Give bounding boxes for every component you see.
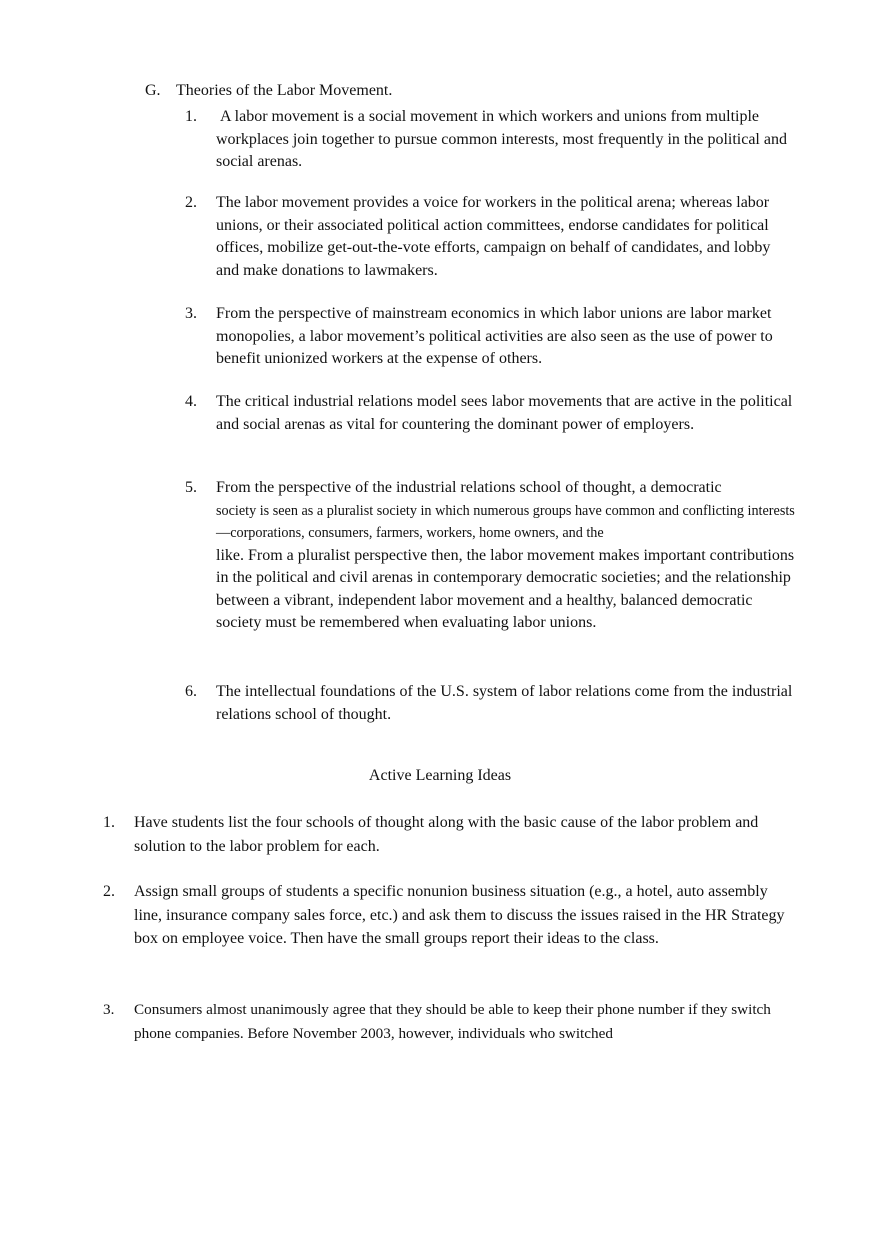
item-number: 1. bbox=[103, 814, 115, 831]
item-text: The labor movement provides a voice for workers in the political arena; whereas labor unions, or their associated political action committees, endorse candidates for political offices, mobilize get-out-the-vote efforts, campaign on behalf of candidates, and lobby and make donations to lawmakers. bbox=[216, 194, 771, 279]
item-number: 2. bbox=[185, 194, 197, 211]
item-text: Have students list the four schools of thought along with the basic cause of the labor problem and solution to the labor problem for each. bbox=[134, 814, 759, 855]
item-number: 3. bbox=[103, 1001, 115, 1018]
theory-item-3 bbox=[185, 303, 795, 371]
item-number: 4. bbox=[185, 393, 197, 410]
idea-item-2 bbox=[103, 880, 793, 951]
item-text: The intellectual foundations of the U.S. system of labor relations come from the industrial relations school of thought. bbox=[216, 683, 793, 723]
item-text: A labor movement is a social movement in which workers and unions from multiple workplaces join together to pursue common interests, most frequently in the political and social arenas. bbox=[216, 108, 787, 170]
item-number: 1. bbox=[185, 108, 197, 125]
theory-item-2 bbox=[185, 192, 795, 282]
item-text: Consumers almost unanimously agree that they should be able to keep their phone number if they switch phone companies. Before November 2003, however, individuals who switched bbox=[134, 1001, 771, 1042]
item-text: From the perspective of mainstream economics in which labor unions are labor market monopolies, a labor movement’s political activities are also seen as the use of power to benefit unionized workers at the expense of others. bbox=[216, 305, 773, 367]
section-title: Theories of the Labor Movement. bbox=[176, 82, 393, 99]
item-text bbox=[216, 477, 795, 635]
item-text-part-b: society is seen as a pluralist society in which numerous groups have common and conflicting interests—corporations, consumers, farmers, workers, home owners, and the bbox=[216, 502, 795, 541]
idea-item-1 bbox=[103, 811, 793, 858]
section-heading bbox=[145, 80, 392, 102]
section-letter: G. bbox=[145, 82, 161, 99]
item-text-part-a: From the perspective of the industrial relations school of thought, a democratic bbox=[216, 479, 722, 496]
item-number: 6. bbox=[185, 683, 197, 700]
theory-item-6 bbox=[185, 681, 795, 726]
theory-item-1 bbox=[185, 106, 795, 174]
item-number: 5. bbox=[185, 479, 197, 496]
item-text: The critical industrial relations model sees labor movements that are active in the political and social arenas as vital for countering the dominant power of employers. bbox=[216, 393, 793, 433]
theory-item-4 bbox=[185, 391, 795, 436]
item-number: 2. bbox=[103, 883, 115, 900]
item-text: Assign small groups of students a specific nonunion business situation (e.g., a hotel, auto assembly line, insurance company sales force, etc.) and ask them to discuss the issues raised in the HR Strategy box on employee voice. Then have the small groups report their ideas to the class. bbox=[134, 883, 785, 947]
active-learning-heading: Active Learning Ideas bbox=[368, 767, 512, 784]
item-number: 3. bbox=[185, 305, 197, 322]
theory-item-5 bbox=[185, 477, 795, 635]
idea-item-3 bbox=[103, 998, 793, 1045]
item-text-part-c: like. From a pluralist perspective then, the labor movement makes important contributions in the political and civil arenas in contemporary democratic societies; and the relationship between a vibrant, independent labor movement and a healthy, balanced democratic society must be remembered when evaluating labor unions. bbox=[216, 546, 795, 631]
